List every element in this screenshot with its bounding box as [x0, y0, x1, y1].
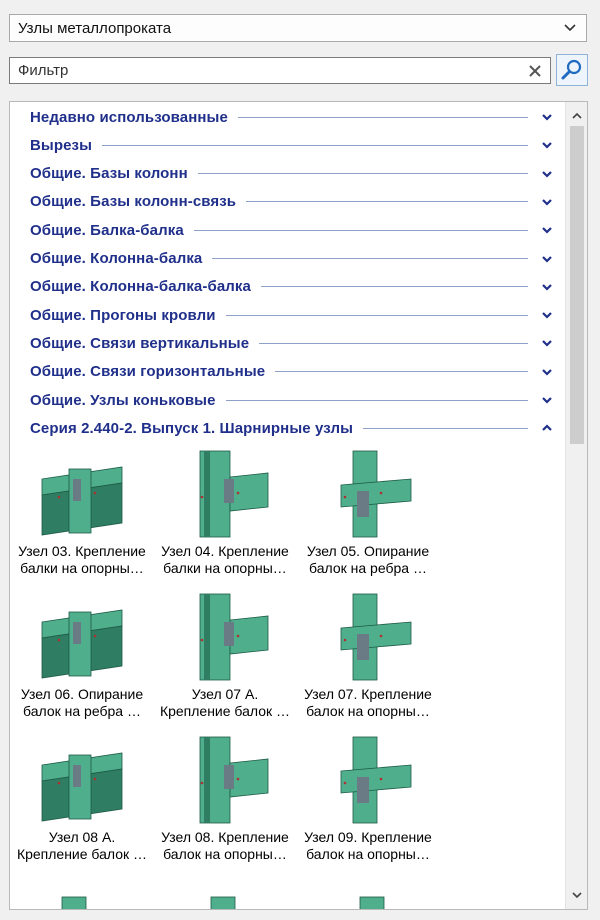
node-thumbnail: [323, 449, 413, 539]
node-caption-line2: балок на опорны…: [306, 703, 430, 719]
node-caption: [155, 543, 295, 577]
group-row[interactable]: [10, 188, 562, 216]
node-caption-line2: балок на опорны…: [306, 846, 430, 862]
chevron-up-icon[interactable]: [540, 421, 554, 435]
group-row[interactable]: [10, 103, 562, 131]
node-item[interactable]: [155, 449, 295, 589]
search-icon: [560, 58, 584, 82]
group-row[interactable]: [10, 160, 562, 188]
group-divider: [226, 315, 528, 316]
node-caption-line2: балок на ребра …: [23, 703, 141, 719]
group-label: Общие. Балка-балка: [30, 221, 184, 239]
node-caption: [155, 686, 295, 720]
group-divider: [275, 371, 528, 372]
node-caption-line2: Крепление балок …: [16, 846, 148, 862]
group-label: Общие. Узлы коньковые: [30, 391, 216, 409]
node-caption: [12, 543, 152, 577]
node-list: [9, 101, 588, 910]
node-thumbnail: [180, 592, 270, 682]
group-divider: [212, 258, 528, 259]
node-caption-line2: балки на опорны…: [20, 560, 144, 576]
node-item[interactable]: [155, 735, 295, 875]
group-row[interactable]: [10, 386, 562, 414]
filter-input[interactable]: [9, 57, 551, 84]
node-caption-line1: Узел 07. Крепление: [304, 686, 432, 702]
node-item[interactable]: [155, 592, 295, 732]
chevron-down-icon[interactable]: [540, 223, 554, 237]
node-item[interactable]: [12, 592, 152, 732]
node-caption: [298, 686, 438, 720]
scroll-thumb[interactable]: [570, 126, 584, 444]
node-item[interactable]: [12, 735, 152, 875]
group-row[interactable]: [10, 414, 562, 442]
node-caption-line2: балок на опорны…: [163, 846, 287, 862]
node-thumbnail: [323, 592, 413, 682]
group-label: Общие. Колонна-балка: [30, 250, 203, 267]
chevron-down-icon[interactable]: [540, 393, 554, 407]
group-row[interactable]: [10, 329, 562, 357]
node-caption-line1: Узел 06. Опирание: [20, 686, 144, 702]
group-divider: [259, 343, 528, 344]
group-label: Общие. Базы колонн: [30, 165, 188, 183]
node-caption: [155, 829, 295, 863]
node-item[interactable]: [298, 735, 438, 875]
group-row[interactable]: [10, 273, 562, 301]
group-divider: [198, 173, 528, 174]
node-caption-line1: Узел 04. Крепление: [161, 543, 289, 559]
chevron-down-icon[interactable]: [540, 308, 554, 322]
node-thumbnail: [37, 449, 127, 539]
filter-placeholder: Фильтр: [18, 62, 69, 79]
node-thumbnail: [180, 449, 270, 539]
chevron-down-icon[interactable]: [540, 252, 554, 266]
node-caption-line1: Узел 08. Крепление: [161, 829, 289, 845]
chevron-down-icon: [562, 20, 578, 36]
node-caption: [12, 686, 152, 720]
node-thumbnail: [323, 735, 413, 825]
chevron-down-icon: [571, 889, 583, 901]
group-row[interactable]: [10, 358, 562, 386]
group-label: Общие. Базы колонн-связь: [30, 193, 237, 211]
group-row[interactable]: [10, 131, 562, 159]
scroll-down-button[interactable]: [566, 884, 588, 906]
node-thumbnail: [323, 891, 413, 910]
node-caption-line2: балок на ребра …: [309, 560, 427, 576]
group-divider: [363, 428, 528, 429]
group-label: Общие. Связи горизонтальные: [30, 363, 266, 381]
group-divider: [194, 230, 528, 231]
node-caption-line1: Узел 05. Опирание: [306, 543, 430, 559]
group-divider: [261, 286, 528, 287]
chevron-down-icon[interactable]: [540, 365, 554, 379]
group-divider: [246, 201, 528, 202]
node-thumbnail: [180, 891, 270, 910]
vertical-scrollbar[interactable]: [565, 102, 587, 909]
node-caption-line1: Узел 03. Крепление: [18, 543, 146, 559]
node-item[interactable]: [12, 449, 152, 589]
chevron-down-icon[interactable]: [540, 110, 554, 124]
node-caption: [298, 543, 438, 577]
chevron-up-icon: [571, 110, 583, 122]
node-thumbnail: [37, 735, 127, 825]
chevron-down-icon[interactable]: [540, 280, 554, 294]
search-button[interactable]: [556, 54, 588, 86]
group-row[interactable]: [10, 245, 562, 273]
group-row[interactable]: [10, 301, 562, 329]
group-label: Общие. Связи вертикальные: [30, 334, 250, 352]
chevron-down-icon[interactable]: [540, 195, 554, 209]
group-divider: [226, 400, 528, 401]
node-thumbnail: [37, 592, 127, 682]
category-dropdown[interactable]: [9, 14, 587, 42]
node-item[interactable]: [298, 449, 438, 589]
node-caption-line1: Узел 08 А.: [48, 829, 116, 845]
group-row[interactable]: [10, 216, 562, 244]
group-divider: [238, 117, 528, 118]
group-label: Недавно использованные: [30, 108, 228, 126]
scroll-up-button[interactable]: [566, 105, 588, 127]
chevron-down-icon[interactable]: [540, 167, 554, 181]
group-divider: [102, 145, 528, 146]
node-thumbnail: [180, 735, 270, 825]
node-caption: [12, 829, 152, 863]
group-label: Общие. Колонна-балка-балка: [30, 278, 251, 296]
node-caption-line1: Узел 09. Крепление: [304, 829, 432, 845]
dropdown-value: Узлы металлопроката: [18, 19, 172, 37]
group-label: Серия 2.440-2. Выпуск 1. Шарнирные узлы: [30, 419, 354, 437]
close-icon[interactable]: [526, 62, 544, 80]
node-caption-line2: Крепление балок …: [159, 703, 291, 719]
group-label: Общие. Прогоны кровли: [30, 306, 216, 324]
node-caption: [298, 829, 438, 863]
group-label: Вырезы: [30, 136, 93, 154]
chevron-down-icon[interactable]: [540, 138, 554, 152]
node-caption-line1: Узел 07 А.: [191, 686, 259, 702]
node-thumbnail: [37, 891, 127, 910]
node-item[interactable]: [298, 592, 438, 732]
chevron-down-icon[interactable]: [540, 336, 554, 350]
node-caption-line2: балки на опорны…: [163, 560, 287, 576]
